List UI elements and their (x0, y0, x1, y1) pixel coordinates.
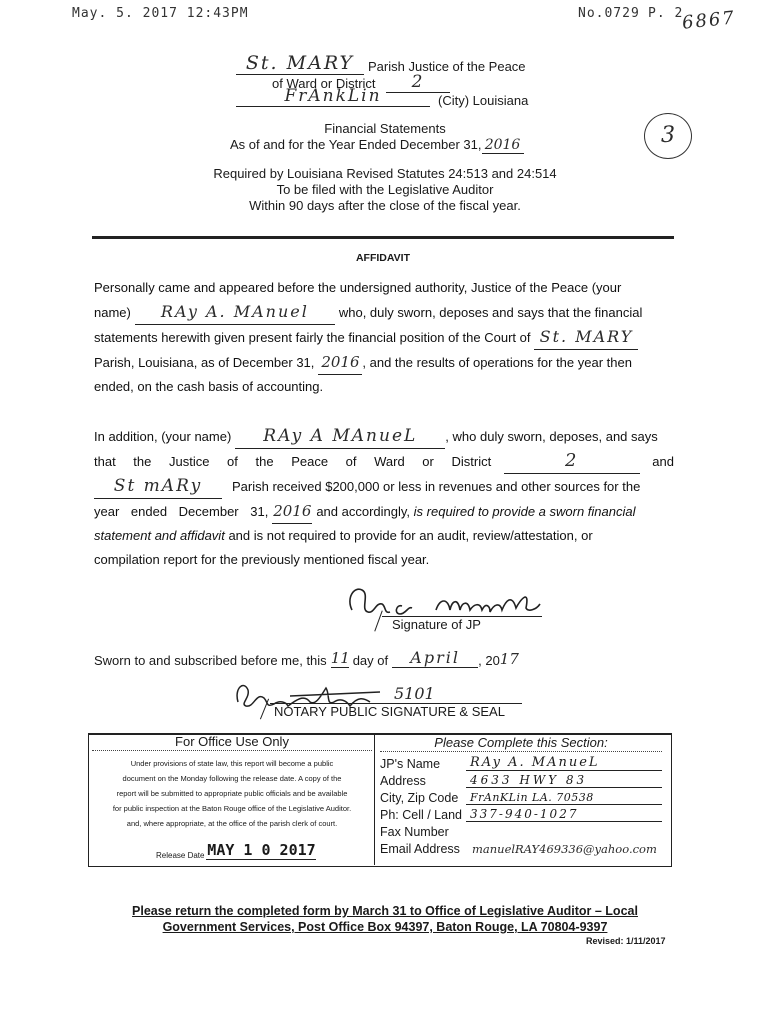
divider (92, 236, 674, 239)
jp-signature-label: Signature of JP (392, 617, 481, 632)
p2-line4-text: year ended December 31, (94, 504, 269, 519)
row-phone-label: Ph: Cell / Land (380, 808, 462, 822)
handwritten-ref: 6867 (681, 7, 737, 34)
bottom-box-divider (374, 734, 375, 865)
required-line3: Within 90 days after the close of the fiscal year. (249, 198, 521, 213)
p1-line2 (94, 300, 674, 325)
office-text-5: and, where appropriate, at the office of the parish clerk of court. (126, 819, 338, 828)
row-jp-name-value: RAy A. MAnueL (466, 755, 662, 771)
p2-year: 2016 (272, 499, 312, 524)
p1-line2-text: who, duly sworn, deposes and says that the financial (338, 305, 643, 320)
sworn-day-of: day of (352, 653, 389, 668)
row-jp-name-label: JP's Name (380, 757, 441, 771)
row-phone (380, 805, 662, 822)
release-stamp: MAY 1 0 2017 (207, 841, 316, 859)
fs-date (230, 137, 524, 154)
row-address-label: Address (380, 774, 426, 788)
office-text-1: Under provisions of state law, this report will become a public (130, 759, 334, 768)
city-underline (236, 106, 430, 107)
office-use-section (92, 734, 372, 860)
row-email-value: manuelRAY469336@yahoo.com (472, 842, 657, 856)
row-address-value: 4633 HWY 83 (466, 773, 662, 788)
affidavit-title: AFFIDAVIT (355, 252, 411, 264)
p2-italic2: statement and affidavit (94, 528, 225, 543)
p2-line6: compilation report for the previously mentioned fiscal year. (94, 552, 430, 567)
sworn-day: 11 (330, 649, 350, 667)
notary-label: NOTARY PUBLIC SIGNATURE & SEAL (274, 704, 505, 719)
row-email-label: Email Address (380, 842, 460, 856)
p2-line5 (94, 524, 674, 548)
footer-line1: Please return the completed form by March 31 to Office of Legislative Auditor – Local (132, 904, 638, 918)
office-text-2: document on the Monday following the release date. A copy of the (122, 774, 342, 783)
affidavit-para2 (94, 424, 674, 572)
p2-line1 (94, 424, 674, 449)
ward-value: 2 (411, 72, 425, 92)
complete-title: Please Complete this Section: (380, 735, 662, 752)
p2-italic1: is required to provide a sworn financial (413, 504, 636, 519)
affidavit-para1 (94, 276, 674, 399)
p2-line3-text: Parish received $200,000 or less in revenues and other sources for the (232, 479, 641, 494)
circled-number-text: 3 (661, 123, 675, 148)
row-phone-value: 337-940-1027 (466, 807, 662, 822)
p2-line1-tail: , who duly sworn, deposes, and says (445, 429, 658, 444)
ward-label: of Ward or District (272, 76, 376, 91)
p2-name-label: In addition, (your name) (94, 429, 232, 444)
office-text-4: for public inspection at the Baton Rouge office of the Legislative Auditor. (112, 804, 352, 813)
revised-date: Revised: 1/11/2017 (586, 936, 666, 946)
city-handwritten: FrAnkLin (284, 86, 382, 106)
sworn-year-prefix: , 20 (478, 653, 500, 668)
parish-underline (236, 74, 364, 75)
office-use-title (92, 734, 372, 751)
p2-line2 (94, 449, 674, 474)
p1-year: 2016 (318, 350, 362, 375)
p1-line3-text: statements herewith given present fairly the financial position of the Court of (94, 330, 531, 345)
p1-line1: Personally came and appeared before the undersigned authority, Justice of the Peace (your (94, 280, 622, 295)
footer-line2: Government Services, Post Office Box 94397, Baton Rouge, LA 70804-9397 (162, 920, 608, 934)
p2-line4 (94, 499, 674, 524)
parish-field (236, 52, 364, 74)
release-label: Release Date (156, 851, 205, 860)
sworn-year-suffix: 17 (499, 650, 519, 668)
row-city-zip-value: FrAnKLin LA. 70538 (466, 791, 662, 805)
p2-and: and (652, 454, 674, 469)
p1-name-label: name) (94, 305, 131, 320)
p2-name: RAy A MAnueL (235, 424, 445, 449)
p2-district: 2 (504, 449, 640, 474)
p1-line3 (94, 325, 674, 350)
fax-page: P. 2 (648, 6, 684, 21)
fs-date-prefix: As of and for the Year Ended December 31, (230, 137, 482, 152)
p1-name: RAy A. MAnuel (135, 300, 335, 325)
sworn-prefix: Sworn to and subscribed before me, this (94, 653, 327, 668)
required-line2: To be filed with the Legislative Auditor (276, 182, 494, 197)
fs-year: 2016 (482, 137, 524, 154)
row-city-zip (380, 788, 662, 805)
office-use-title-text: For Office Use Only (175, 734, 289, 749)
row-jp-name (380, 754, 662, 771)
city-label: (City) Louisiana (438, 93, 529, 108)
p1-line4 (94, 350, 674, 375)
row-city-zip-label: City, Zip Code (380, 791, 459, 805)
complete-rows (380, 754, 662, 856)
office-text-3: report will be submitted to appropriate public officials and be available (116, 789, 348, 798)
p1-line4-text: Parish, Louisiana, as of December 31, (94, 355, 315, 370)
row-address (380, 771, 662, 788)
p2-parish: St mARy (94, 474, 222, 499)
fax-number: No.0729 (578, 6, 640, 21)
parish-label: Parish Justice of the Peace (368, 59, 526, 74)
p1-parish: St. MARY (534, 325, 638, 350)
p2-line3 (94, 474, 674, 499)
office-use-text (92, 756, 372, 831)
row-fax-label: Fax Number (380, 825, 449, 839)
p2-line5-text: and is not required to provide for an audit, review/attestation, or (228, 528, 593, 543)
sworn-line (94, 648, 519, 668)
complete-section (380, 735, 670, 856)
notary-number: 5101 (394, 684, 435, 703)
row-email (380, 839, 662, 856)
parish-handwritten: St. MARY (245, 52, 355, 74)
p2-line2-text: that the Justice of the Peace of Ward or District (94, 454, 492, 469)
release-date (92, 841, 372, 860)
circled-number (644, 113, 692, 159)
fax-datetime: May. 5. 2017 12:43PM (72, 6, 249, 21)
row-fax (380, 822, 662, 839)
p1-line4-tail: , and the results of operations for the year then (362, 355, 632, 370)
p1-line5: ended, on the cash basis of accounting. (94, 379, 324, 394)
p2-line4-mid: and accordingly, (316, 504, 411, 519)
required-line1: Required by Louisiana Revised Statutes 24:513 and 24:514 (213, 166, 557, 181)
sworn-month: April (392, 648, 478, 668)
fs-title: Financial Statements (324, 121, 446, 136)
